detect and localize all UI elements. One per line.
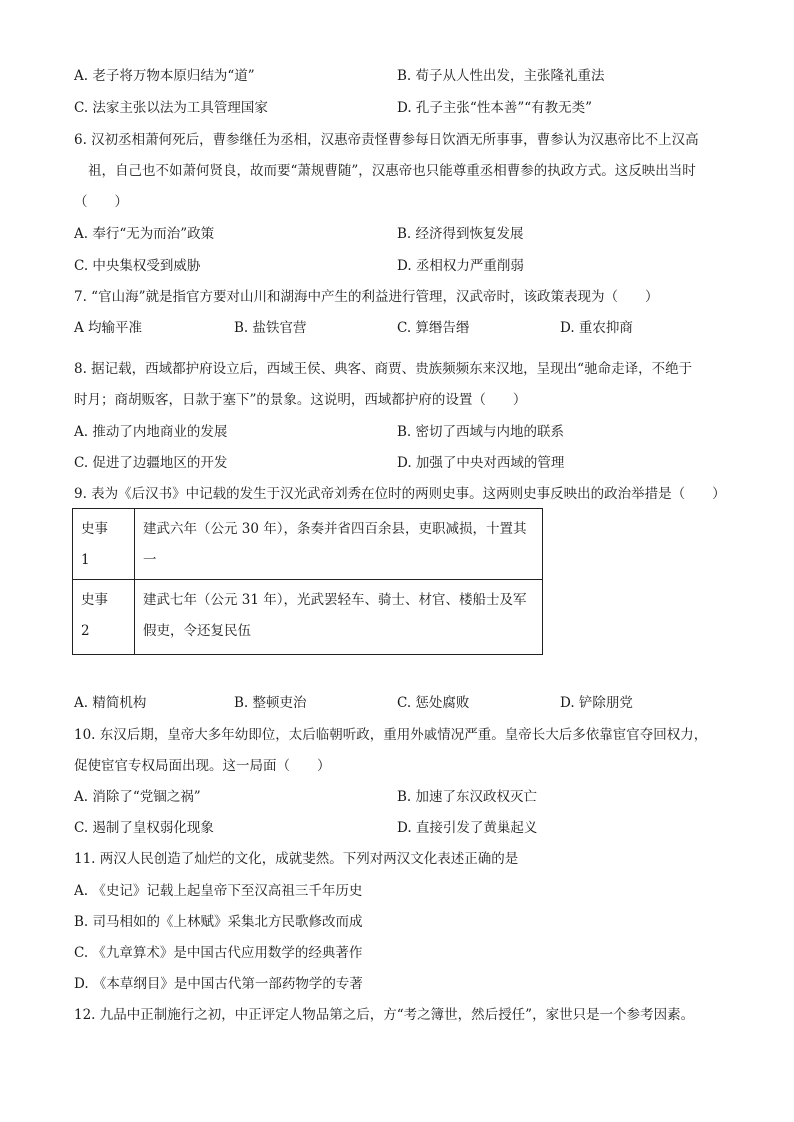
q8-stem-line-1: 8. 据记载，西域都护府设立后，西域王侯、典客、商贾、贵族频频东来汉地，呈现出“驰命走译，不绝于 — [74, 361, 693, 377]
q8-option-b[interactable]: B. 密切了西域与内地的联系 — [397, 424, 565, 440]
q8-option-d[interactable]: D. 加强了中央对西域的管理 — [397, 455, 565, 471]
q7-option-c[interactable]: C. 算缗告缗 — [397, 320, 470, 336]
q10-option-d[interactable]: D. 直接引发了黄巢起义 — [397, 820, 538, 836]
history-events-table — [72, 508, 543, 655]
q9-option-c[interactable]: C. 惩处腐败 — [397, 695, 470, 711]
q11-option-a[interactable]: A. 《史记》记载上起皇帝下至汉高祖三千年历史 — [74, 883, 363, 899]
q5-option-a[interactable]: A. 老子将万物本原归结为“道” — [74, 68, 255, 84]
q8-option-c[interactable]: C. 促进了边疆地区的开发 — [74, 455, 228, 471]
q8-option-a[interactable]: A. 推动了内地商业的发展 — [74, 424, 228, 440]
event-label: 史事 — [81, 592, 108, 608]
q5-option-d[interactable]: D. 孔子主张“性本善”“有教无类” — [397, 100, 593, 116]
q7-option-b[interactable]: B. 盐铁官营 — [234, 320, 307, 336]
q10-option-c[interactable]: C. 遏制了皇权弱化现象 — [74, 820, 214, 836]
q6-option-c[interactable]: C. 中央集权受到威胁 — [74, 258, 201, 274]
q9-option-a[interactable]: A. 精简机构 — [74, 695, 147, 711]
q10-option-a[interactable]: A. 消除了“党锢之祸” — [74, 789, 201, 805]
q6-option-a[interactable]: A. 奉行“无为而治”政策 — [74, 226, 215, 242]
q7-stem: 7. “官山海”就是指官方要对山川和湖海中产生的利益进行管理，汉武帝时，该政策表现为（ ） — [74, 289, 659, 305]
event-text-cell: 建武六年（公元 30 年），条奏并省四百余县，吏职减损，十置其一 — [135, 509, 543, 580]
q5-option-b[interactable]: B. 荀子从人性出发，主张隆礼重法 — [397, 68, 605, 84]
event-label-cell — [73, 580, 135, 655]
q8-stem-line-2: 时月；商胡贩客，日款于塞下”的景象。这说明，西域都护府的设置（ ） — [74, 392, 527, 408]
q11-option-c[interactable]: C. 《九章算术》是中国古代应用数学的经典著作 — [74, 945, 363, 961]
q12-stem: 12. 九品中正制施行之初，中正评定人物品第之后，方“考之簿世，然后授任”，家世只是一个参考因素。 — [74, 1007, 695, 1023]
q10-stem-line-1: 10. 东汉后期，皇帝大多年幼即位，太后临朝听政，重用外戚情况严重。皇帝长大后多依靠宦官夺回权力， — [74, 727, 708, 743]
table-row — [73, 580, 543, 655]
q6-stem-line-2: 祖，自己也不如萧何贤良，故而要“萧规曹随”，汉惠帝也只能尊重丞相曹参的执政方式。这反映出当时 — [88, 163, 696, 179]
event-label: 史事 — [81, 521, 108, 537]
q9-option-b[interactable]: B. 整顿吏治 — [234, 695, 307, 711]
q11-option-b[interactable]: B. 司马相如的《上林赋》采集北方民歌修改而成 — [74, 914, 363, 930]
q6-stem-line-1: 6. 汉初丞相萧何死后，曹参继任为丞相，汉惠帝责怪曹参每日饮酒无所事事，曹参认为汉惠帝比不上汉高 — [74, 132, 699, 148]
table-row — [73, 509, 543, 580]
q11-option-d[interactable]: D. 《本草纲目》是中国古代第一部药物学的专著 — [74, 976, 363, 992]
q5-option-c[interactable]: C. 法家主张以法为工具管理国家 — [74, 100, 268, 116]
q11-stem: 11. 两汉人民创造了灿烂的文化，成就斐然。下列对两汉文化表述正确的是 — [74, 851, 519, 867]
q10-option-b[interactable]: B. 加速了东汉政权灭亡 — [397, 789, 538, 805]
q6-answer-blank: （ ） — [74, 194, 128, 210]
q10-stem-line-2: 促使宦官专权局面出现。这一局面（ ） — [74, 758, 331, 774]
q6-option-d[interactable]: D. 丞相权力严重削弱 — [397, 258, 524, 274]
event-text-cell: 建武七年（公元 31 年），光武罢轻车、骑士、材官、楼船士及军假吏，令还复民伍 — [135, 580, 543, 655]
q9-option-d[interactable]: D. 铲除朋党 — [560, 695, 633, 711]
event-number: 1 — [81, 552, 90, 568]
event-label-cell — [73, 509, 135, 580]
q7-option-d[interactable]: D. 重农抑商 — [560, 320, 633, 336]
q7-option-a[interactable]: A 均输平准 — [74, 320, 143, 336]
q9-stem: 9. 表为《后汉书》中记载的发生于汉光武帝刘秀在位时的两则史事。这两则史事反映出的政治举措是（ ） — [74, 486, 726, 502]
event-number: 2 — [81, 623, 90, 639]
q6-option-b[interactable]: B. 经济得到恢复发展 — [397, 226, 524, 242]
